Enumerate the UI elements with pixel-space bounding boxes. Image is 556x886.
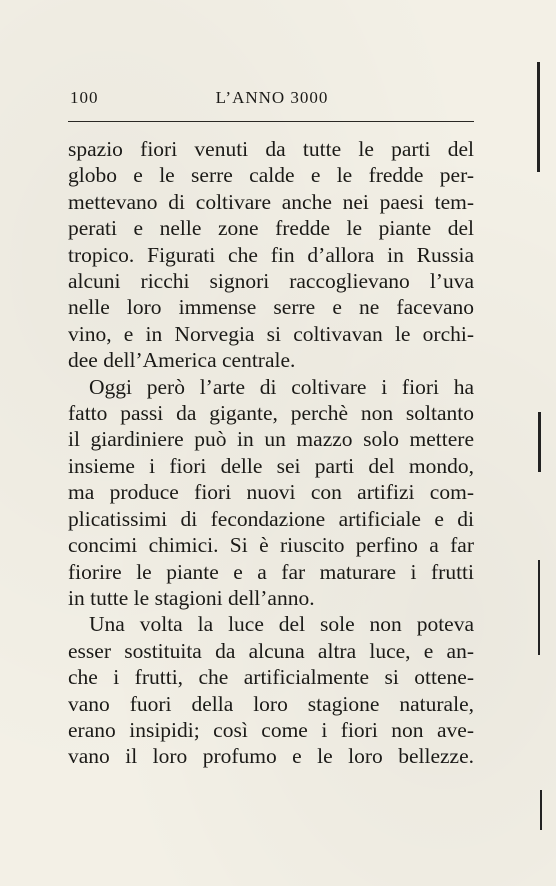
text-line: perati e nelle zone fredde le piante del [68, 216, 474, 241]
text-line: che i frutti, che artificialmente si ottene- [68, 665, 474, 690]
text-line: Oggi però l’arte di coltivare i fiori ha [89, 374, 474, 399]
text-line: vano fuori della loro stagione naturale, [68, 691, 474, 716]
page-edge-mark [540, 790, 542, 830]
text-line: in tutte le stagioni dell’anno. [68, 585, 315, 610]
body-text [68, 136, 474, 770]
paragraph [68, 611, 474, 769]
text-line: alcuni ricchi signori raccoglievano l’uva [68, 269, 474, 294]
text-line: vino, e in Norvegia si coltivavan le orchi- [68, 321, 474, 346]
text-line: ma produce fiori nuovi con artifizi com- [68, 480, 474, 505]
text-line: dee dell’America centrale. [68, 348, 296, 373]
text-line: fiorire le piante e a far maturare i frutti [68, 559, 474, 584]
text-line: esser sostituita da alcuna altra luce, e an- [68, 638, 474, 663]
text-line: insieme i fiori delle sei parti del mondo, [68, 453, 474, 478]
text-line: concimi chimici. Si è riuscito perfino a far [68, 533, 474, 558]
text-line: Una volta la luce del sole non poteva [89, 612, 474, 637]
page-header [70, 88, 474, 110]
text-line: fatto passi da gigante, perchè non soltanto [68, 401, 474, 426]
page-number: 100 [70, 88, 99, 107]
paragraph [68, 374, 474, 612]
text-line: erano insipidi; così come i fiori non ave- [68, 717, 474, 742]
text-line: tropico. Figurati che fin d’allora in Russia [68, 242, 474, 267]
text-line: il giardiniere può in un mazzo solo mettere [68, 427, 474, 452]
text-line: vano il loro profumo e le loro bellezze. [68, 744, 474, 769]
text-line: globo e le serre calde e le fredde per- [68, 163, 474, 188]
header-rule [68, 121, 474, 122]
text-line: mettevano di coltivare anche nei paesi tem- [68, 189, 474, 214]
text-line: spazio fiori venuti da tutte le parti del [68, 137, 474, 161]
page-edge-mark [538, 412, 541, 472]
text-line: nelle loro immense serre e ne facevano [68, 295, 474, 320]
page-edge-mark [538, 560, 540, 655]
running-title: L’ANNO 3000 [215, 88, 329, 107]
paragraph [68, 136, 474, 374]
text-line: plicatissimi di fecondazione artificiale e di [68, 506, 474, 531]
page-edge-mark [537, 62, 540, 172]
